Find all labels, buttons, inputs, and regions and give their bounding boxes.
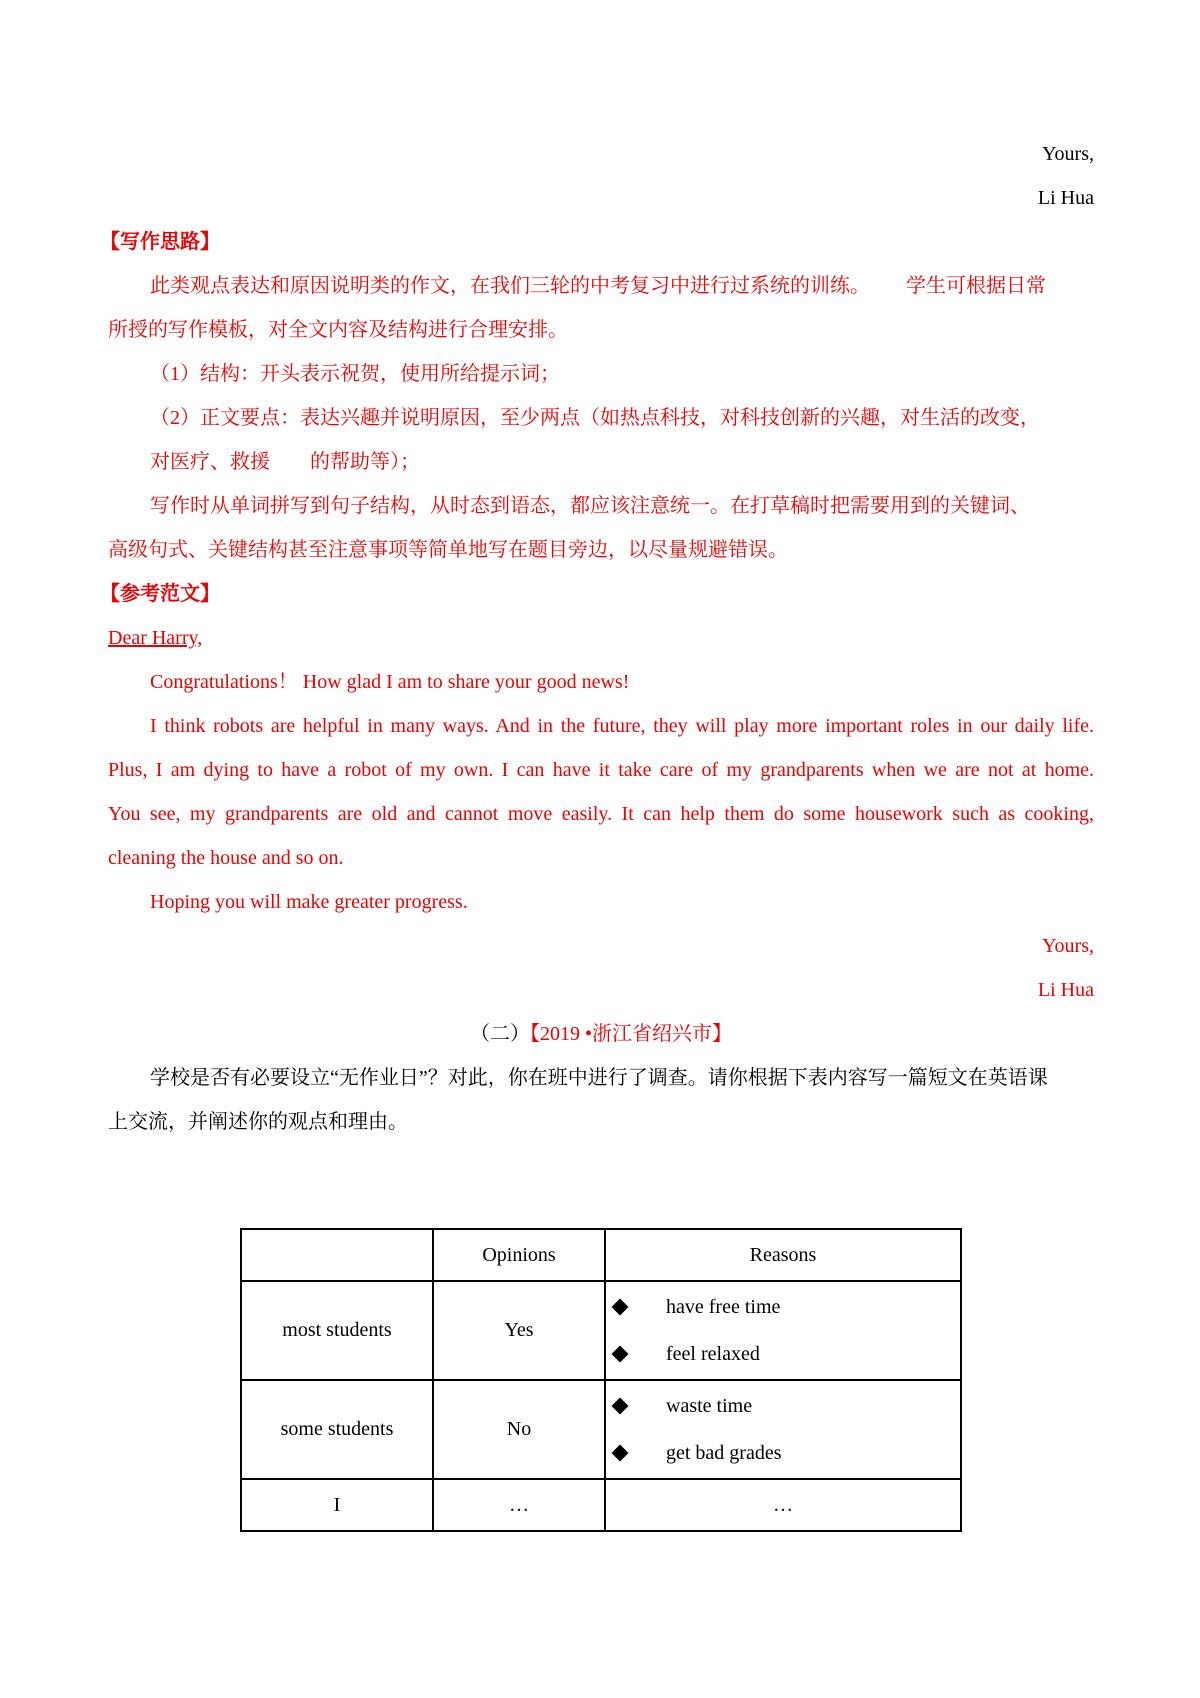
table-cell-reasons: … <box>605 1479 961 1531</box>
table-cell-opinion: No <box>433 1380 605 1479</box>
table-cell-reasons <box>605 1380 961 1479</box>
reason-item <box>606 1383 960 1430</box>
sample-body-line4: cleaning the house and so on. <box>108 847 344 869</box>
writing-idea-point1: （1）结构：开头表示祝贺，使用所给提示词； <box>150 363 560 385</box>
writing-idea-p1-part1: 此类观点表达和原因说明类的作文，在我们三轮的中考复习中进行过系统的训练。 <box>150 275 870 297</box>
sample-signature-name: Li Hua <box>1037 979 1094 1001</box>
sample-body-line2: Plus, I am dying to have a robot of my own. I can have it take care of my grandparents when we are not at home. <box>108 759 1094 781</box>
diamond-bullet-icon <box>612 1346 629 1363</box>
sample-greeting-text: Dear Harry, <box>108 627 203 649</box>
sample-essay-heading: 【参考范文】 <box>100 583 220 605</box>
table-cell-opinion: … <box>433 1479 605 1531</box>
sample-opening-line: Congratulations！ How glad I am to share your good news! <box>150 671 630 693</box>
sample-greeting <box>108 624 1094 652</box>
table-row <box>241 1479 961 1531</box>
top-closing: Yours, <box>1042 143 1094 165</box>
diamond-bullet-icon <box>612 1299 629 1316</box>
section2-prompt-line1: 学校是否有必要设立“无作业日”？对此，你在班中进行了调查。请你根据下表内容写一篇短文在英语课 <box>150 1067 1048 1089</box>
writing-idea-tip-line2: 高级句式、关键结构甚至注意事项等简单地写在题目旁边，以尽量规避错误。 <box>108 539 788 561</box>
top-signature-name: Li Hua <box>1037 187 1094 209</box>
writing-idea-heading: 【写作思路】 <box>100 231 220 253</box>
writing-idea-point2-line1: （2）正文要点：表达兴趣并说明原因，至少两点（如热点科技，对科技创新的兴趣，对生活的改变， <box>150 407 1040 429</box>
sample-body-line3: You see, my grandparents are old and cannot move easily. It can help them do some housework such as cooking, <box>108 803 1094 825</box>
reason-text: waste time <box>666 1394 753 1417</box>
writing-idea-paragraph-line2: 所授的写作模板，对全文内容及结构进行合理安排。 <box>108 319 568 341</box>
section2-title-prefix: （二） <box>469 1023 530 1045</box>
section2-title <box>108 1020 1094 1048</box>
table-header-row <box>241 1229 961 1281</box>
table-cell-who: I <box>241 1479 433 1531</box>
writing-idea-point2-line2: 对医疗、救援 的帮助等）； <box>150 451 420 473</box>
diamond-bullet-icon <box>612 1398 629 1415</box>
reason-text: have free time <box>666 1295 781 1318</box>
table-cell-opinion: Yes <box>433 1281 605 1380</box>
table-row <box>241 1380 961 1479</box>
reason-text: get bad grades <box>666 1441 782 1464</box>
writing-idea-paragraph-line1 <box>108 272 1094 300</box>
section2-prompt-line2: 上交流，并阐述你的观点和理由。 <box>108 1111 408 1133</box>
table-header-opinions: Opinions <box>433 1229 605 1281</box>
table-cell-who: some students <box>241 1380 433 1479</box>
writing-idea-p1-part2: 学生可根据日常 <box>906 275 1046 297</box>
table-row <box>241 1281 961 1380</box>
writing-idea-tip-line1: 写作时从单词拼写到句子结构，从时态到语态，都应该注意统一。在打草稿时把需要用到的关键词、 <box>150 495 1030 517</box>
table-cell-who: most students <box>241 1281 433 1380</box>
sample-closing: Yours, <box>1042 935 1094 957</box>
reason-item <box>606 1430 960 1477</box>
table-cell-reasons <box>605 1281 961 1380</box>
reason-text: feel relaxed <box>666 1342 760 1365</box>
diamond-bullet-icon <box>612 1445 629 1462</box>
reason-item <box>606 1331 960 1378</box>
sample-body-line1: I think robots are helpful in many ways. And in the future, they will play more important roles in our daily life. <box>150 715 1094 737</box>
table-header-reasons: Reasons <box>605 1229 961 1281</box>
section2-title-source: 【2019 •浙江省绍兴市】 <box>529 1023 732 1045</box>
table-header-blank <box>241 1229 433 1281</box>
survey-table <box>240 1228 962 1532</box>
reason-item <box>606 1284 960 1331</box>
sample-closing-line: Hoping you will make greater progress. <box>150 891 468 913</box>
